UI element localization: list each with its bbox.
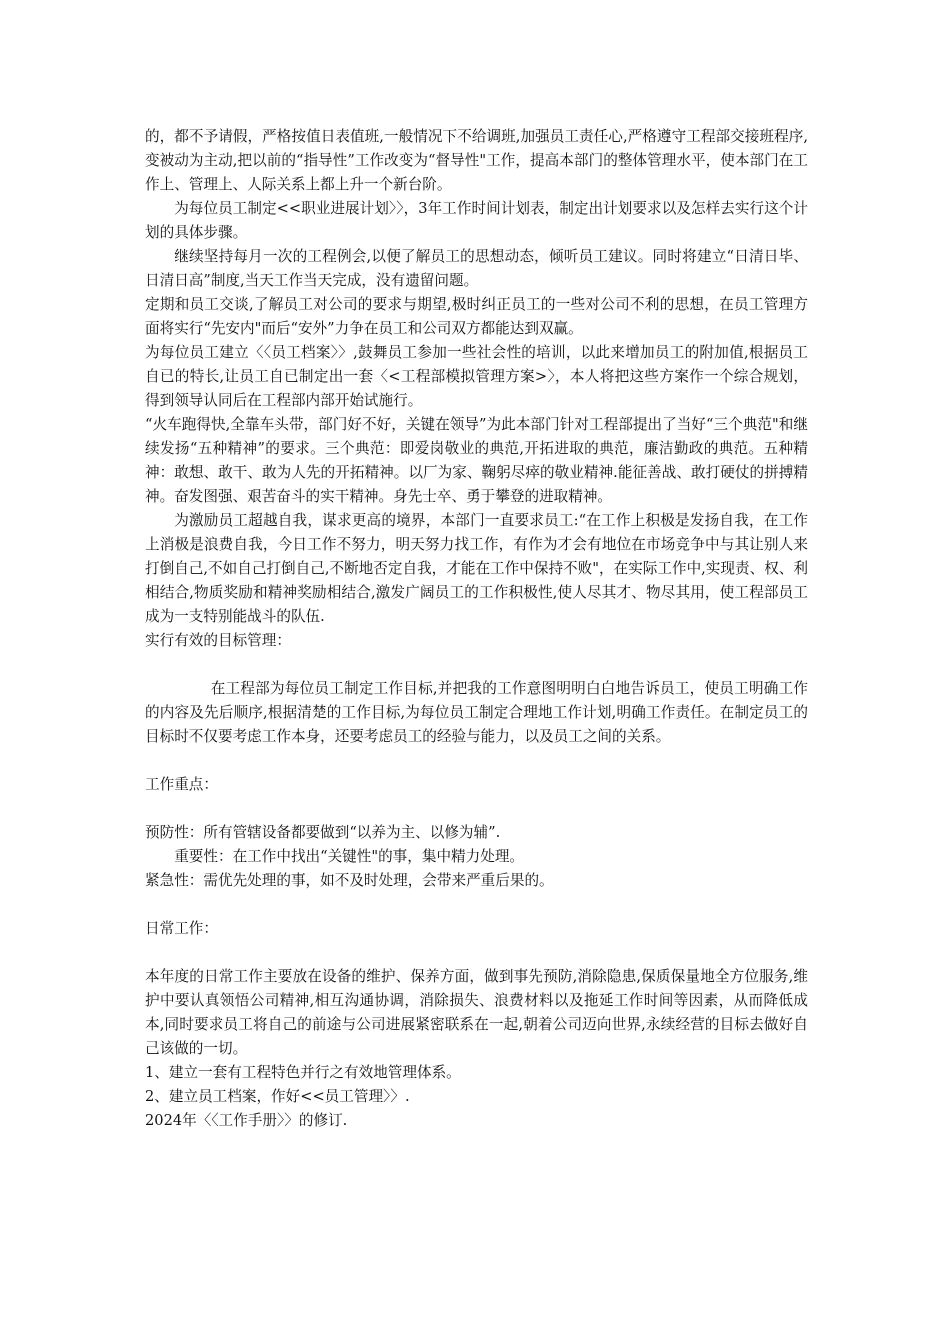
paragraph: “火车跑得快,全靠车头带，部门好不好，关键在领导”为此本部门针对工程部提出了当好“三个典范"和继续发扬“五种精神”的要求。三个典范：即爱岗敬业的典范,开拓进取的典范，廉洁勤政的典范。五种精神：敢想、敢干、敢为人先的开拓精神。以厂为家、鞠躬尽瘁的敬业精神.能征善战、敢打硬仗的拼搏精神。奋发图强、艰苦奋斗的实干精神。身先士卒、勇于攀登的进取精神。 xyxy=(145,416,808,505)
blank-line xyxy=(145,749,808,773)
blank-line xyxy=(145,893,808,917)
list-item: 2、建立员工档案，作好<<员工管理〉〉. xyxy=(145,1088,410,1105)
list-item: 紧急性：需优先处理的事，如不及时处理，会带来严重后果的。 xyxy=(145,872,554,889)
list-item: 重要性：在工作中找出“关键性"的事，集中精力处理。 xyxy=(174,848,525,865)
paragraph: 为每位员工制定<<职业进展计划〉〉，3年工作时间计划表，制定出计划要求以及怎样去实行这个计划的具体步骤。 xyxy=(145,200,808,241)
section-heading: 日常工作： xyxy=(145,920,218,937)
paragraph: 继续坚持每月一次的工程例会,以便了解员工的思想动态，倾听员工建议。同时将建立“日清日毕、日清日高”制度,当天工作当天完成，没有遗留问题。 xyxy=(145,248,808,289)
list-item: 预防性：所有管辖设备都要做到“以养为主、以修为辅”. xyxy=(145,824,501,841)
section-heading: 实行有效的目标管理： xyxy=(145,632,291,649)
blank-line xyxy=(145,653,808,677)
paragraph: 的，都不予请假，严格按值日表值班,一般情况下不给调班,加强员工责任心,严格遵守工程部交接班程序,变被动为主动,把以前的“指导性”工作改变为“督导性"工作，提高本部门的整体管理水平，使本部门在工作上、管理上、人际关系上都上升一个新台阶。 xyxy=(145,128,808,193)
list-item: 2024年〈〈工作手册〉〉的修订. xyxy=(145,1112,348,1129)
document-body xyxy=(145,125,808,1133)
blank-line xyxy=(145,797,808,821)
list-item: 1、建立一套有工程特色并行之有效地管理体系。 xyxy=(145,1064,461,1081)
paragraph: 本年度的日常工作主要放在设备的维护、保养方面，做到事先预防,消除隐患,保质保量地全方位服务,维护中要认真领悟公司精神,相互沟通协调，消除损失、浪费材料以及拖延工作时间等因素，从而降低成本,同时要求员工将自己的前途与公司进展紧密联系在一起,朝着公司迈向世界,永续经营的目标去做好自己该做的一切。 xyxy=(145,968,808,1057)
paragraph: 为每位员工建立〈〈员工档案〉〉,鼓舞员工参加一些社会性的培训，以此来增加员工的附加值,根据员工自已的特长,让员工自已制定出一套〈<工程部模拟管理方案>〉，本人将把这些方案作一个综合规划，得到领导认同后在工程部内部开始试施行。 xyxy=(145,344,808,409)
paragraph: 在工程部为每位员工制定工作目标,并把我的工作意图明明白白地告诉员工，使员工明确工作的内容及先后顺序,根据清楚的工作目标,为每位员工制定合理地工作计划,明确工作责任。在制定员工的目标时不仅要考虑工作本身，还要考虑员工的经验与能力，以及员工之间的关系。 xyxy=(145,680,808,745)
blank-line xyxy=(145,941,808,965)
paragraph: 定期和员工交谈,了解员工对公司的要求与期望,极时纠正员工的一些对公司不利的思想，在员工管理方面将实行“先安内"而后“安外”力争在员工和公司双方都能达到双赢。 xyxy=(145,296,808,337)
section-heading: 工作重点： xyxy=(145,776,218,793)
paragraph: 为激励员工超越自我，谋求更高的境界，本部门一直要求员工:“在工作上积极是发扬自我，在工作上消极是浪费自我，今日工作不努力，明天努力找工作，有作为才会有地位在市场竞争中与其让别人来打倒自己,不如自己打倒自己,不断地否定自我，才能在工作中保持不败"，在实际工作中,实现责、权、利相结合,物质奖励和精神奖励相结合,激发广阔员工的工作积极性,使人尽其才、物尽其用，使工程部员工成为一支特别能战斗的队伍. xyxy=(145,512,808,625)
